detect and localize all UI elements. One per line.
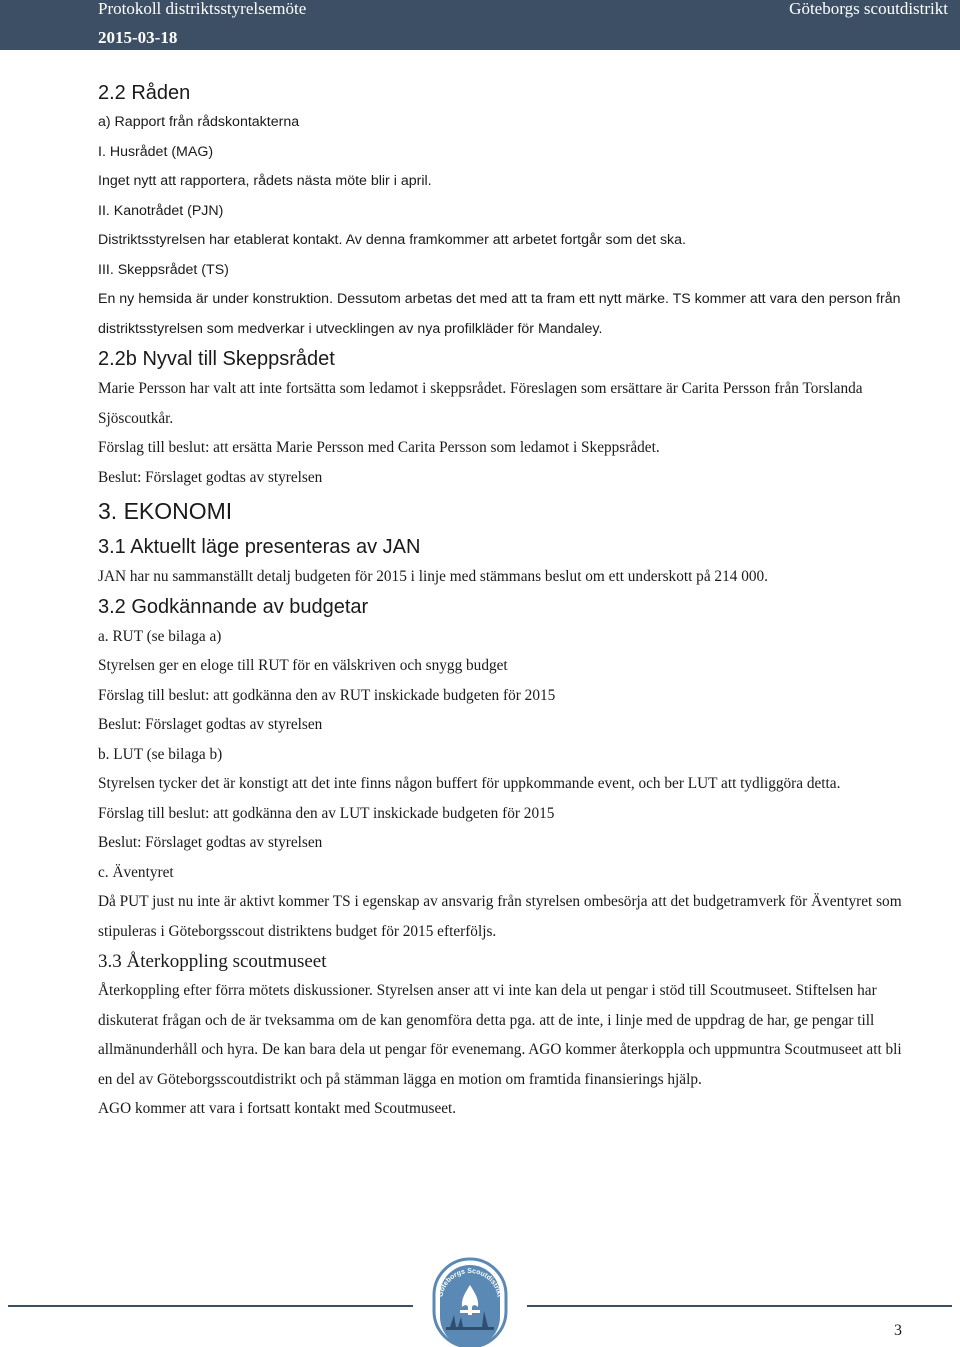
section-heading-ekonomi: 3. EKONOMI (98, 498, 233, 524)
paragraph: I. Husrådet (MAG) (98, 143, 214, 160)
footer-rule-right (527, 1305, 952, 1307)
section-heading: 3.1 Aktuellt läge presenteras av JAN (98, 536, 421, 558)
section-heading: 2.2 Råden (98, 82, 191, 104)
page-footer (0, 1255, 960, 1347)
paragraph: III. Skeppsrådet (TS) (98, 261, 229, 278)
section-heading: 2.2b Nyval till Skeppsrådet (98, 348, 335, 370)
paragraph: a) Rapport från rådskontakterna (98, 114, 300, 130)
paragraph: Förslag till beslut: att ersätta Marie Persson med Carita Persson som ledamot i Skeppsrådet. (98, 439, 660, 456)
page-header (0, 0, 960, 50)
paragraph: Inget nytt att rapportera, rådets nästa möte blir i april. (98, 173, 432, 189)
scout-district-logo (416, 1255, 524, 1347)
section-heading: 3.3 Återkoppling scoutmuseet (98, 951, 327, 972)
page-number: 3 (894, 1322, 902, 1339)
paragraph: a. RUT (se bilaga a) (98, 627, 222, 645)
paragraph: Återkoppling efter förra mötets diskussioner. Styrelsen anser att vi inte kan dela ut pengar i stöd till Scoutmuseet. Stiftelsen har diskuterat frågan och de är tveksamma om de kan genomföra detta pga. att de inte, i linje med de uppdrag de har, ge pengar till allmänunderhåll och hyra. De kan bara dela ut pengar för evenemang. AGO kommer återkoppla och uppmuntra Scoutmuseet att bli en del av Göteborgsscoutdistrikt och på stämman lägga en motion om framtida finansierings hjälp. (98, 982, 902, 1088)
section-3-3 (98, 948, 903, 1124)
document-date: 2015-03-18 (98, 28, 178, 47)
paragraph: c. Äventyret (98, 863, 174, 881)
paragraph: Marie Persson har valt att inte fortsätta som ledamot i skeppsrådet. Föreslagen som ersättare är Carita Persson från Torslanda Sjöscoutkår. (98, 380, 863, 427)
paragraph: Styrelsen ger en eloge till RUT för en välskriven och snygg budget (98, 657, 508, 674)
document-body (98, 78, 903, 1124)
paragraph: JAN har nu sammanställt detalj budgeten för 2015 i linje med stämmans beslut om ett underskott på 214 000. (98, 568, 768, 585)
paragraph: b. LUT (se bilaga b) (98, 745, 223, 763)
section-3-2 (98, 592, 903, 947)
paragraph: En ny hemsida är under konstruktion. Dessutom arbetas det med att ta fram ett nytt märke. TS kommer att vara den person från distriktsstyrelsen som medverkar i utvecklingen av nya profilkläder för Mandaley. (98, 291, 901, 337)
paragraph: Då PUT just nu inte är aktivt kommer TS i egenskap av ansvarig från styrelsen ombesörja att det budgetramverk för Äventyret som stipuleras i Göteborgsscout distriktens budget för 2015 efterföljs. (98, 893, 902, 940)
paragraph: Förslag till beslut: att godkänna den av LUT inskickade budgeten för 2015 (98, 804, 555, 822)
paragraph: Förslag till beslut: att godkänna den av RUT inskickade budgeten för 2015 (98, 686, 556, 704)
paragraph: Beslut: Förslaget godtas av styrelsen (98, 834, 323, 851)
section-2-2 (98, 78, 903, 344)
footer-rule-left (8, 1305, 413, 1307)
paragraph: Distriktsstyrelsen har etablerat kontakt. Av denna framkommer att arbetet fortgår som det ska. (98, 232, 686, 248)
paragraph: Styrelsen tycker det är konstigt att det inte finns någon buffert för uppkommande event, och ber LUT att tydliggöra detta. (98, 775, 841, 792)
paragraph: Beslut: Förslaget godtas av styrelsen (98, 716, 323, 733)
paragraph: AGO kommer att vara i fortsatt kontakt med Scoutmuseet. (98, 1100, 457, 1117)
section-2-2b (98, 344, 903, 492)
logo-text: Göteborgs Scoutdistrikt (437, 1267, 503, 1298)
section-heading: 3.2 Godkännande av budgetar (98, 595, 369, 618)
paragraph: Beslut: Förslaget godtas av styrelsen (98, 468, 323, 486)
section-3-1 (98, 532, 903, 592)
organization-name: Göteborgs scoutdistrikt (789, 0, 948, 18)
document-title: Protokoll distriktsstyrelsemöte (98, 0, 307, 18)
paragraph: II. Kanotrådet (PJN) (98, 202, 224, 219)
